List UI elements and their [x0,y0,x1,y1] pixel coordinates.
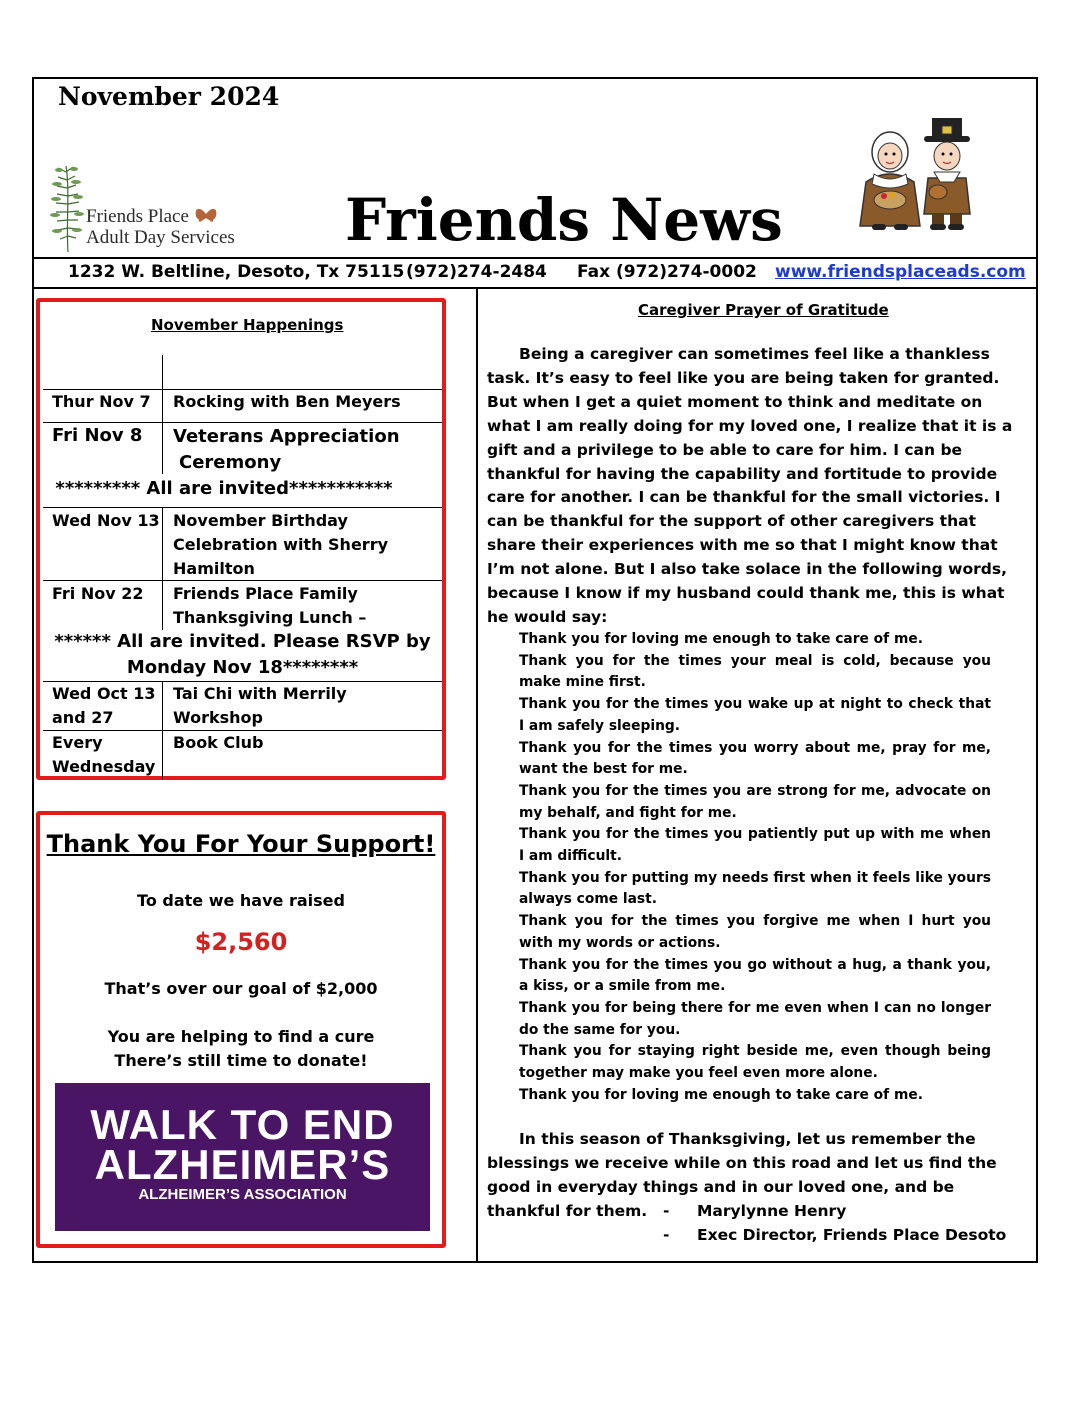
fax-text: Fax (972)274-0002 [577,262,757,282]
event-date: Every Wednesday [52,733,156,776]
walk-line-1: WALK TO END [90,1101,395,1148]
event-name: November Birthday Celebration with Sherry Hamilton [173,511,389,578]
thank-you-item: Thank you for being there for me even when I can no longer do the same for you. [519,999,991,1038]
thank-you-item: Thank you for the times you worry about me, pray for me, want the best for me. [519,739,991,778]
event-date: Thur Nov 7 [52,392,151,411]
table-col-divider [162,389,163,423]
thank-you-item: Thank you for the times you are strong for me, advocate on my behalf, and fight for me. [519,782,991,821]
event-date: Wed Oct 13 and 27 [52,684,156,727]
walk-to-end-alzheimers-banner[interactable] [55,1083,430,1231]
prayer-intro: Being a caregiver can sometimes feel like a thankless task. It’s easy to feel like you are being taken for granted. But when I get a quiet moment to think and meditate on what I am really doing for my loved one, I realize that it is a gift and a privilege to be able to care for him. I can be thankful for having the capability and fortitude to provide care for another. I can be thankful for the small victories. I can be thankful for the support of other caregivers that share their experiences with me so that I might know that I’m not alone. But I also take solace in the following words, because I know if my husband could thank me, this is what he would say: [487,345,1013,626]
prayer-closing: In this season of Thanksgiving, let us remember the blessings we receive while on this road and let us find the good in everyday things and in our loved one, and be thankful for them. [487,1130,997,1220]
pilgrims-illustration [852,112,987,234]
support-title: Thank You For Your Support! [46,830,436,858]
logo-text [86,206,235,248]
table-row-divider [43,422,442,423]
column-divider [476,289,478,1263]
rsvp-note: ****** All are invited. Please RSVP by Monday Nov 18******** [54,631,431,678]
support-text: There’s still time to donate! [114,1051,368,1070]
thank-you-list [519,629,991,1106]
support-text: You are helping to find a cure [107,1027,375,1046]
event-name: Friends Place Family Thanksgiving Lunch – [173,584,367,627]
event-date: Fri Nov 22 [52,584,144,603]
thank-you-item: Thank you for the times your meal is cold, because you make mine first. [519,652,991,691]
walk-line-2: ALZHEIMER’S [94,1141,391,1188]
event-name: Veterans Appreciation Ceremony [173,426,400,473]
table-col-divider [162,422,163,474]
event-name: Book Club [173,733,264,752]
thank-you-item: Thank you for the times you forgive me when I hurt you with my words or actions. [519,913,991,951]
happenings-title: November Happenings [151,316,344,334]
prayer-title: Caregiver Prayer of Gratitude [638,301,889,319]
support-text: To date we have raised [137,891,345,910]
newsletter-title: Friends News [345,186,783,254]
thank-you-item: Thank you for putting my needs first when it feels like yours always come last. [519,869,991,908]
walk-line-3: ALZHEIMER’S ASSOCIATION [138,1186,347,1203]
support-text: That’s over our goal of $2,000 [104,979,378,998]
table-row-divider [43,507,442,508]
thank-you-item: Thank you for staying right beside me, even though being together may make you feel even more alone. [519,1043,991,1082]
table-col-divider [162,507,163,580]
thank-you-item: Thank you for the times you patiently put up with me when I am difficult. [519,826,991,865]
sig-dash: - [663,1226,670,1244]
event-date: Wed Nov 13 [52,511,160,530]
event-date: Fri Nov 8 [52,425,143,446]
thank-you-item: Thank you for loving me enough to take care of me. [519,1086,923,1103]
thank-you-item: Thank you for the times you wake up at night to check that I am safely sleeping. [519,696,991,734]
sig-dash: - [663,1202,670,1220]
event-name: Rocking with Ben Meyers [173,392,401,411]
thank-you-item: Thank you for the times you go without a hug, a thank you, a kiss, or a smile from me. [519,956,991,995]
address-text: 1232 W. Beltline, Desoto, Tx 75115 [68,262,405,282]
signature-name: Marylynne Henry [697,1202,847,1220]
table-col-divider [162,580,163,630]
table-col-divider [162,355,163,389]
phone-text: (972)274-2484 [406,262,547,282]
signature-title: Exec Director, Friends Place Desoto [697,1226,1007,1244]
logo-line-1: Friends Place [86,206,189,227]
event-name: Tai Chi with Merrily Workshop [173,684,347,727]
issue-date: November 2024 [58,82,280,111]
amount-raised: $2,560 [194,928,288,956]
logo-line-2: Adult Day Services [86,227,235,248]
invite-note: ********* All are invited*********** [55,478,393,499]
thank-you-item: Thank you for loving me enough to take care of me. [519,631,923,647]
website-link[interactable]: www.friendsplaceads.com [775,262,1026,282]
